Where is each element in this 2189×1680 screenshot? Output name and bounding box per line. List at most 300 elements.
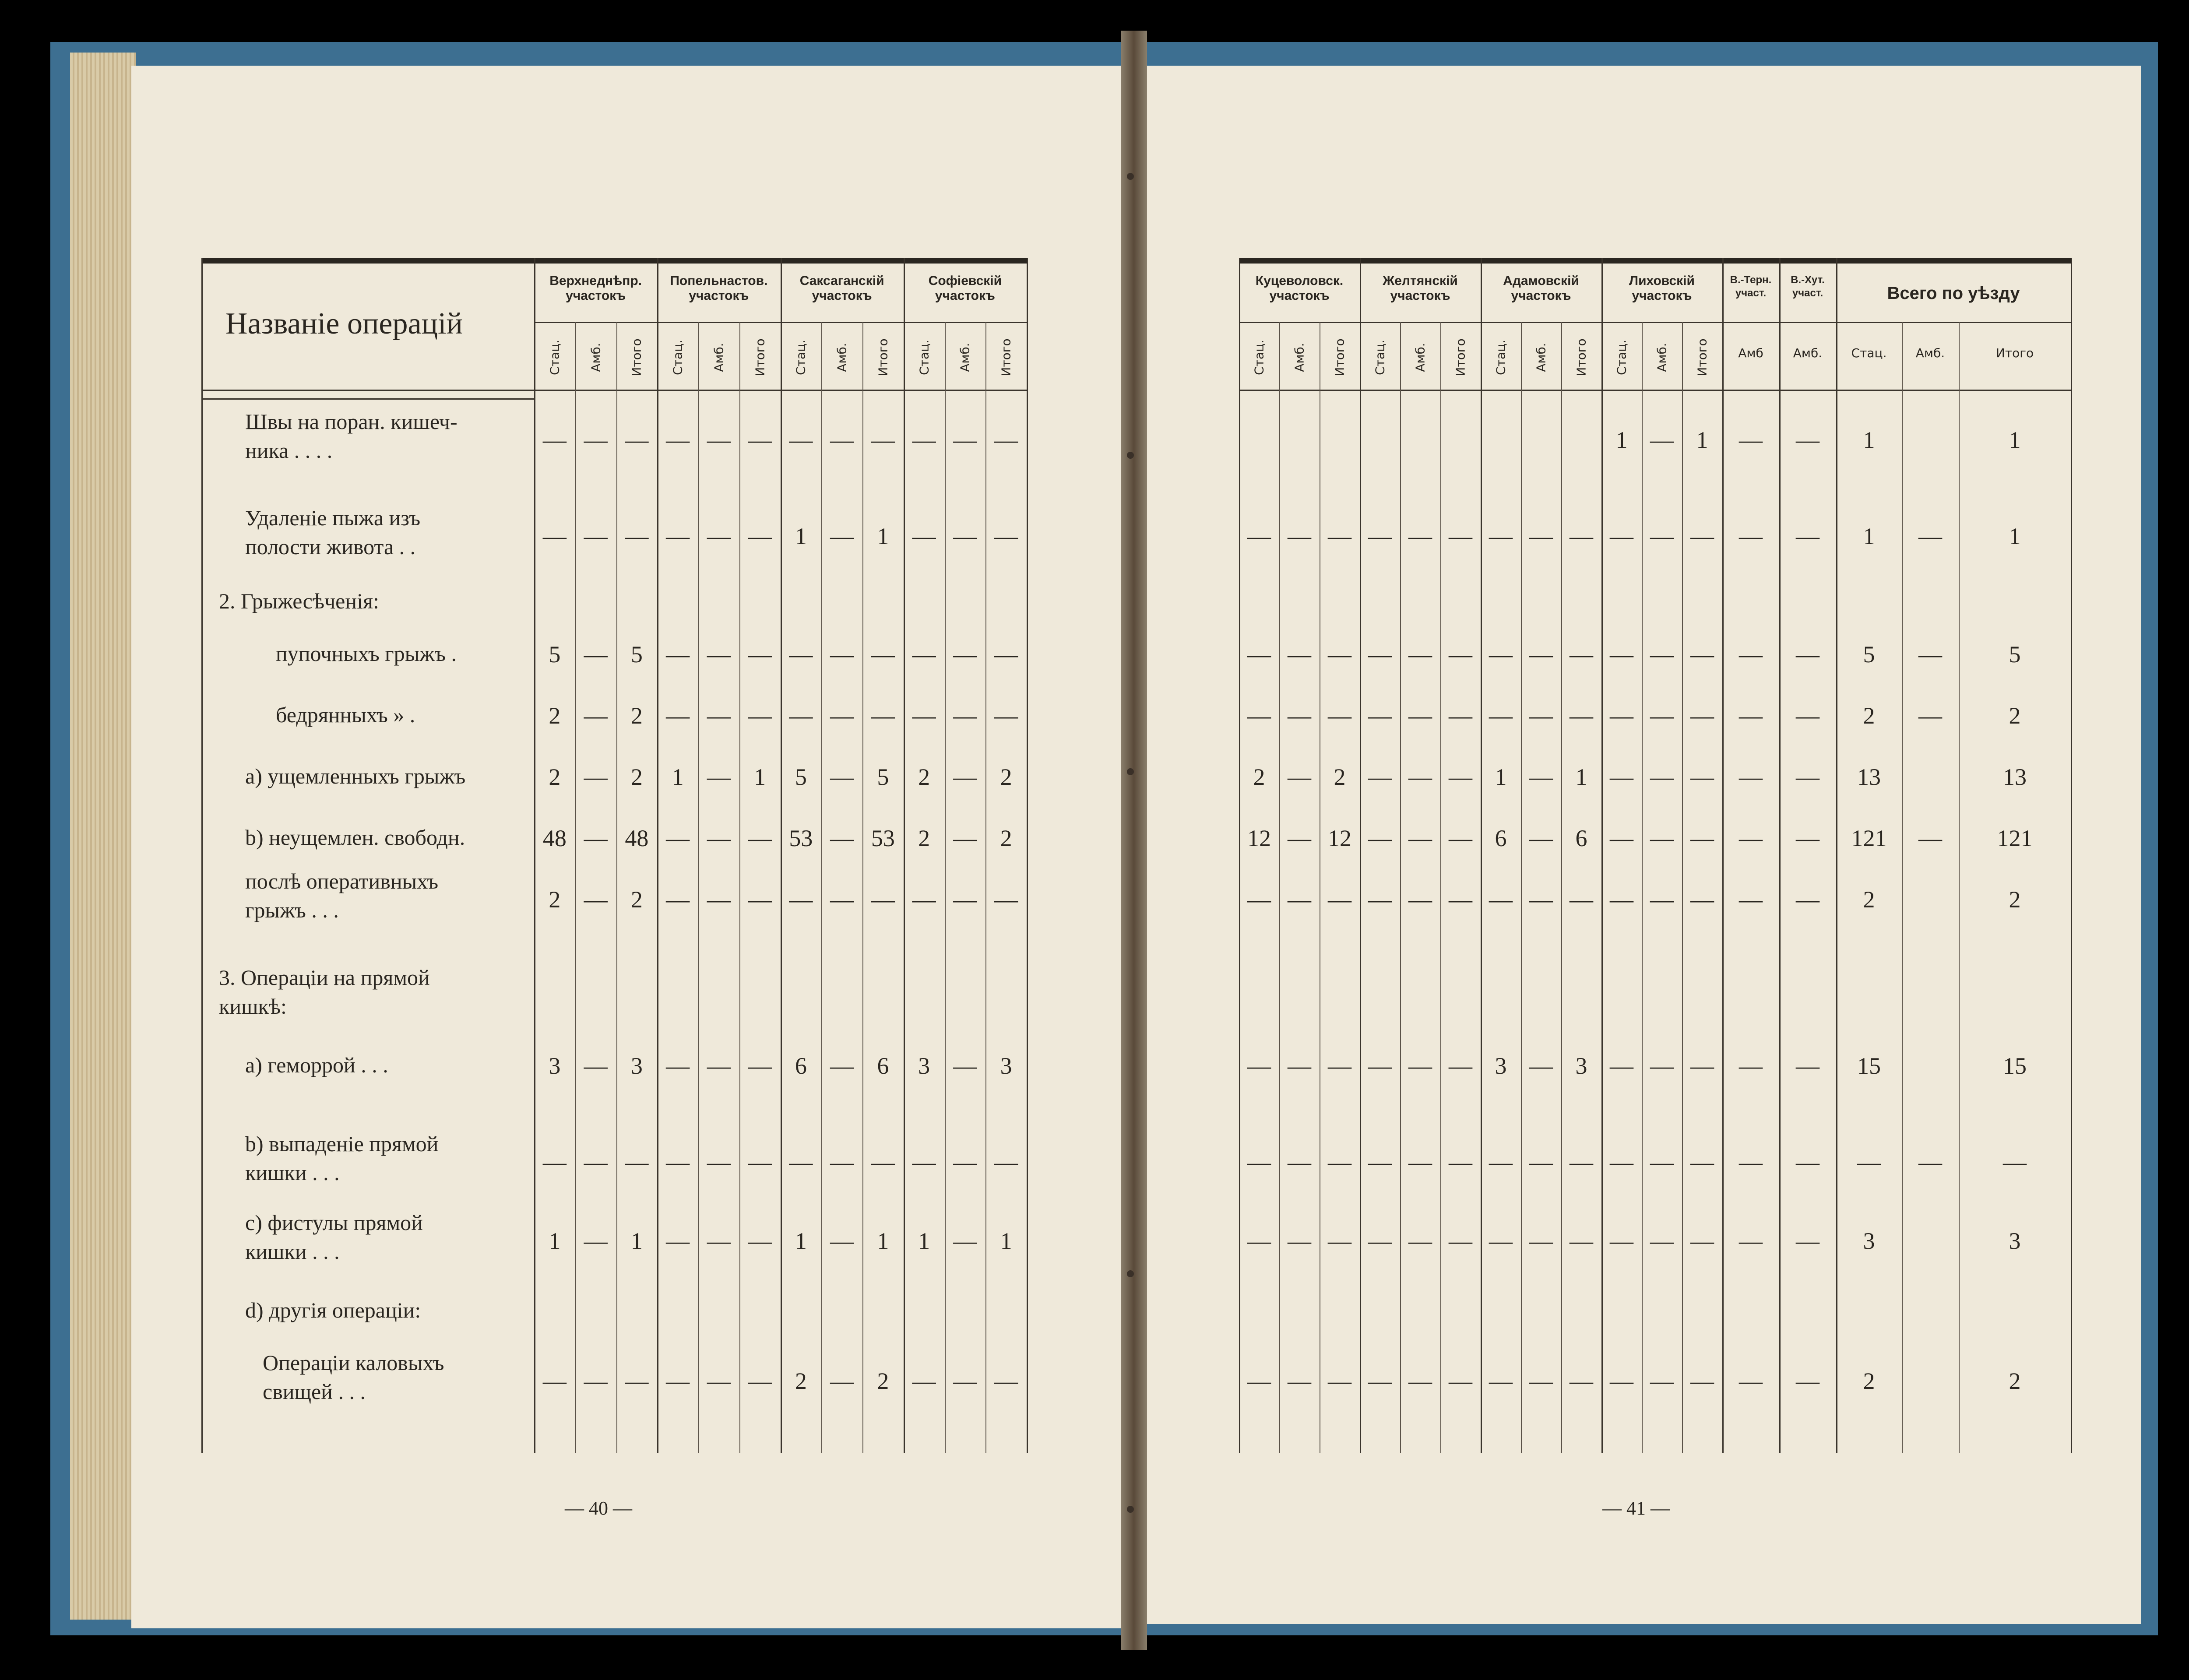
row-label: Швы на поран. кишеч- xyxy=(245,409,458,434)
table-cell: — xyxy=(542,1368,567,1394)
table-cell: — xyxy=(1739,825,1763,851)
table-cell: — xyxy=(1288,1053,1311,1079)
table-cell: — xyxy=(625,1368,649,1394)
group-sub-rule xyxy=(534,322,657,323)
header-bottom-rule xyxy=(201,390,1027,391)
table-cell: — xyxy=(666,1228,690,1254)
table-cell: 12 xyxy=(1247,825,1271,851)
sub-col-header: Амб. xyxy=(1292,343,1307,372)
table-cell: — xyxy=(830,523,854,549)
table-cell: — xyxy=(994,641,1018,668)
sub-col-header: Итого xyxy=(629,338,644,376)
row-label: кишки . . . xyxy=(245,1160,340,1185)
table-cell: — xyxy=(1650,1228,1674,1254)
table-cell: — xyxy=(1449,641,1472,668)
table-cell: 1 xyxy=(1863,427,1875,453)
table-cell: 53 xyxy=(789,825,813,851)
sub-col-header: Итого xyxy=(1453,338,1468,376)
table-cell: — xyxy=(912,1149,936,1175)
table-cell: 1 xyxy=(672,764,684,790)
table-cell: — xyxy=(953,1149,977,1175)
table-cell: — xyxy=(1328,1368,1351,1394)
table-cell: — xyxy=(953,523,977,549)
table-cell: — xyxy=(584,427,608,453)
sub-col-header: Амб. xyxy=(957,343,972,372)
table-cell: — xyxy=(1796,1053,1819,1079)
table-cell: — xyxy=(1796,641,1819,668)
table-cell: 2 xyxy=(1253,764,1265,790)
table-cell: 5 xyxy=(1863,641,1875,668)
table-cell: — xyxy=(748,427,772,453)
table-cell: — xyxy=(1690,1228,1714,1254)
table-cell: — xyxy=(1368,641,1392,668)
table-cell: — xyxy=(1328,703,1351,729)
table-cell: — xyxy=(1328,886,1351,913)
row-label: пупочныхъ грыжъ . xyxy=(276,641,457,666)
table-cell: — xyxy=(1796,427,1819,453)
table-cell: — xyxy=(953,1228,977,1254)
name-col-header: Названіе операцій xyxy=(225,307,463,341)
group-border xyxy=(1360,258,1361,1453)
table-cell: 3 xyxy=(549,1053,561,1079)
table-cell: — xyxy=(584,886,608,913)
table-cell: 13 xyxy=(1857,764,1881,790)
table-cell: 3 xyxy=(1863,1228,1875,1254)
table-cell: — xyxy=(789,427,813,453)
table-cell: — xyxy=(1739,703,1763,729)
table-cell: 1 xyxy=(1696,427,1708,453)
table-cell: 2 xyxy=(1000,825,1012,851)
table-cell: — xyxy=(1650,523,1674,549)
table-cell: — xyxy=(830,825,854,851)
table-cell: — xyxy=(1489,1149,1513,1175)
table-cell: — xyxy=(1570,523,1593,549)
table-cell: — xyxy=(666,641,690,668)
table-cell: — xyxy=(1449,764,1472,790)
table-cell: — xyxy=(1408,641,1432,668)
table-cell: — xyxy=(830,1228,854,1254)
table-cell: — xyxy=(1610,1053,1633,1079)
table-cell: 6 xyxy=(1575,825,1587,851)
sub-col-header: Итого xyxy=(1995,346,2034,360)
table-cell: — xyxy=(1796,1368,1819,1394)
table-cell: — xyxy=(666,427,690,453)
table-cell: — xyxy=(871,1149,895,1175)
group-sub-rule xyxy=(1481,322,1601,323)
table-cell: — xyxy=(1918,641,1942,668)
table-cell: — xyxy=(1739,764,1763,790)
row-label: послѣ оперативныхъ xyxy=(245,869,439,893)
table-cell: — xyxy=(912,523,936,549)
table-cell: — xyxy=(994,886,1018,913)
table-cell: — xyxy=(830,427,854,453)
table-cell: 1 xyxy=(1615,427,1628,453)
table-cell: — xyxy=(830,641,854,668)
table-cell: — xyxy=(707,1368,731,1394)
table-cell: — xyxy=(1690,1368,1714,1394)
table-cell: — xyxy=(1650,641,1674,668)
table-cell: — xyxy=(994,1368,1018,1394)
table-cell: 1 xyxy=(795,1228,807,1254)
table-cell: — xyxy=(1449,1228,1472,1254)
stitch-hole xyxy=(1127,173,1134,180)
table-cell: — xyxy=(666,825,690,851)
table-cell: — xyxy=(1796,825,1819,851)
table-cell: 3 xyxy=(2009,1228,2021,1254)
table-cell: — xyxy=(1247,1149,1271,1175)
sub-col-header: Стац. xyxy=(1493,340,1508,375)
table-cell: — xyxy=(953,825,977,851)
table-cell: — xyxy=(584,825,608,851)
sub-col-header: Амб. xyxy=(1915,346,1945,360)
table-cell: 2 xyxy=(918,764,930,790)
header-name-rule xyxy=(201,398,534,400)
table-cell: 1 xyxy=(549,1228,561,1254)
table-cell: — xyxy=(912,703,936,729)
table-cell: — xyxy=(1529,886,1553,913)
table-cell: — xyxy=(953,427,977,453)
table-cell: — xyxy=(666,523,690,549)
row-label: кишкѣ: xyxy=(219,994,287,1019)
table-cell: — xyxy=(1570,641,1593,668)
table-cell: — xyxy=(748,1149,772,1175)
table-cell: — xyxy=(1408,1053,1432,1079)
table-cell: — xyxy=(953,1368,977,1394)
table-cell: 2 xyxy=(1000,764,1012,790)
table-cell: — xyxy=(789,703,813,729)
table-cell: — xyxy=(1247,1228,1271,1254)
sub-col-header: Стац. xyxy=(670,340,685,375)
table-cell: — xyxy=(1529,523,1553,549)
table-cell: — xyxy=(830,1368,854,1394)
table-cell: — xyxy=(625,1149,649,1175)
sub-col-header: Стац. xyxy=(1614,340,1629,375)
table-cell: — xyxy=(748,1228,772,1254)
table-right-border xyxy=(1027,258,1028,1453)
table-cell: — xyxy=(748,825,772,851)
table-top-rule xyxy=(201,258,1027,264)
table-cell: — xyxy=(1529,1368,1553,1394)
table-cell: — xyxy=(953,886,977,913)
table-cell: — xyxy=(666,1053,690,1079)
group-sub-rule xyxy=(1239,322,1360,323)
table-cell: — xyxy=(707,1053,731,1079)
table-cell: — xyxy=(1650,1368,1674,1394)
table-cell: — xyxy=(953,641,977,668)
table-cell: — xyxy=(789,1149,813,1175)
table-cell: 5 xyxy=(877,764,889,790)
table-cell: 2 xyxy=(2009,703,2021,729)
row-label: a) геморрой . . . xyxy=(245,1053,388,1077)
table-cell: 2 xyxy=(1863,703,1875,729)
table-cell: — xyxy=(1690,641,1714,668)
table-cell: — xyxy=(1489,703,1513,729)
table-cell: — xyxy=(1288,1368,1311,1394)
table-cell: 5 xyxy=(630,641,643,668)
table-cell: — xyxy=(1650,1149,1674,1175)
table-cell: — xyxy=(1489,1228,1513,1254)
table-cell: — xyxy=(2003,1149,2027,1175)
group-sub-rule xyxy=(1722,322,1779,323)
table-cell: — xyxy=(1796,523,1819,549)
group-header: В.-Терн. участ. xyxy=(1730,274,1772,299)
table-cell: — xyxy=(1739,1149,1763,1175)
group-sub-rule xyxy=(1360,322,1481,323)
table-cell: — xyxy=(912,641,936,668)
table-cell: — xyxy=(707,703,731,729)
table-cell: — xyxy=(1408,764,1432,790)
table-cell: 6 xyxy=(795,1053,807,1079)
table-cell: — xyxy=(994,427,1018,453)
table-cell: — xyxy=(1650,1053,1674,1079)
sub-col-header: Стац. xyxy=(917,340,932,375)
table-cell: — xyxy=(1288,764,1311,790)
table-cell: — xyxy=(666,1368,690,1394)
table-cell: 1 xyxy=(2009,427,2021,453)
row-label: a) ущемленныхъ грыжъ xyxy=(245,764,466,788)
table-cell: 1 xyxy=(2009,523,2021,549)
group-header: Попельнастов. участокъ xyxy=(670,274,768,303)
table-cell: — xyxy=(830,1149,854,1175)
table-cell: 3 xyxy=(1575,1053,1587,1079)
table-cell: 1 xyxy=(795,523,807,549)
table-left-border xyxy=(201,258,203,1453)
table-cell: 5 xyxy=(2009,641,2021,668)
table-cell: 6 xyxy=(1495,825,1507,851)
right-page xyxy=(1134,66,2141,1624)
table-cell: — xyxy=(584,523,608,549)
table-cell: — xyxy=(1247,1368,1271,1394)
table-cell: — xyxy=(748,1368,772,1394)
table-cell: — xyxy=(542,427,567,453)
table-cell: — xyxy=(1529,764,1553,790)
table-cell: — xyxy=(1247,1053,1271,1079)
sub-col-header: Итого xyxy=(1695,338,1710,376)
table-cell: — xyxy=(1739,886,1763,913)
table-cell: — xyxy=(994,703,1018,729)
sub-col-header: Амб. xyxy=(1654,343,1669,372)
table-cell: — xyxy=(830,703,854,729)
table-cell: — xyxy=(1796,886,1819,913)
sub-col-header: Итого xyxy=(1574,338,1589,376)
table-cell: 2 xyxy=(630,764,643,790)
table-cell: — xyxy=(1570,886,1593,913)
table-cell: — xyxy=(1328,1228,1351,1254)
table-cell: — xyxy=(1570,1149,1593,1175)
table-cell: 2 xyxy=(1334,764,1346,790)
row-label: кишки . . . xyxy=(245,1239,340,1264)
sub-col-header: Итого xyxy=(876,338,890,376)
table-cell: — xyxy=(1368,764,1392,790)
table-cell: 48 xyxy=(542,825,567,851)
table-cell: — xyxy=(666,886,690,913)
table-cell: — xyxy=(1368,886,1392,913)
table-cell: — xyxy=(584,1368,608,1394)
table-cell: 5 xyxy=(795,764,807,790)
group-border xyxy=(1481,258,1482,1453)
table-cell: 1 xyxy=(1495,764,1507,790)
table-cell: 2 xyxy=(877,1368,889,1394)
table-cell: — xyxy=(748,523,772,549)
table-cell: — xyxy=(830,764,854,790)
table-top-rule xyxy=(1239,258,2071,264)
table-cell: 1 xyxy=(1863,523,1875,549)
table-cell: — xyxy=(1690,886,1714,913)
table-cell: — xyxy=(1610,825,1633,851)
table-cell: 2 xyxy=(2009,886,2021,913)
sub-col-header: Амб. xyxy=(711,343,726,372)
group-header: Адамовскій участокъ xyxy=(1503,274,1579,303)
table-cell: — xyxy=(1739,1053,1763,1079)
page-number: — 40 — xyxy=(565,1497,632,1519)
table-cell: — xyxy=(871,427,895,453)
table-cell: — xyxy=(1449,1149,1472,1175)
table-cell: — xyxy=(1368,1228,1392,1254)
table-cell: — xyxy=(1489,523,1513,549)
table-cell: — xyxy=(830,1053,854,1079)
table-cell: — xyxy=(1408,1149,1432,1175)
group-header: В.-Хут. участ. xyxy=(1791,274,1825,299)
table-cell: — xyxy=(1739,641,1763,668)
table-right-border xyxy=(2071,258,2072,1453)
table-cell: — xyxy=(830,886,854,913)
table-cell: — xyxy=(666,1149,690,1175)
table-cell: 1 xyxy=(1575,764,1587,790)
table-cell: — xyxy=(1918,523,1942,549)
table-cell: — xyxy=(666,703,690,729)
table-cell: — xyxy=(707,764,731,790)
table-cell: 2 xyxy=(1863,886,1875,913)
row-label: b) неущемлен. свободн. xyxy=(245,825,465,850)
table-cell: — xyxy=(1918,825,1942,851)
table-cell: — xyxy=(1690,1149,1714,1175)
table-cell: — xyxy=(1610,1228,1633,1254)
table-cell: — xyxy=(1610,886,1633,913)
row-label: бедрянныхъ » . xyxy=(276,703,415,727)
table-cell: — xyxy=(707,641,731,668)
sub-col-header: Амб. xyxy=(588,343,603,372)
group-sub-rule xyxy=(1779,322,1836,323)
table-cell: — xyxy=(1690,523,1714,549)
table-cell: — xyxy=(1857,1149,1881,1175)
group-header: Куцеволовск. участокъ xyxy=(1255,274,1344,303)
row-label: c) фистулы прямой xyxy=(245,1210,423,1235)
group-header: Софіевскій участокъ xyxy=(928,274,1002,303)
table-cell: — xyxy=(1529,825,1553,851)
table-cell: — xyxy=(953,764,977,790)
table-cell: — xyxy=(1529,1053,1553,1079)
sub-col-header: Стац. xyxy=(793,340,808,375)
table-cell: 15 xyxy=(2003,1053,2027,1079)
table-cell: 5 xyxy=(549,641,561,668)
table-cell: — xyxy=(1288,641,1311,668)
table-cell: — xyxy=(871,641,895,668)
table-cell: — xyxy=(1650,886,1674,913)
table-cell: — xyxy=(707,886,731,913)
table-cell: — xyxy=(625,523,649,549)
table-cell: — xyxy=(1408,1368,1432,1394)
table-cell: 2 xyxy=(630,703,643,729)
table-cell: — xyxy=(1610,523,1633,549)
table-cell: — xyxy=(1796,1149,1819,1175)
row-label: свищей . . . xyxy=(263,1379,366,1404)
sub-col-header: Итого xyxy=(999,338,1014,376)
table-cell: — xyxy=(584,703,608,729)
total-group-header: Всего по уѣзду xyxy=(1887,284,2020,303)
table-cell: — xyxy=(1449,1053,1472,1079)
sub-col-header: Стац. xyxy=(547,340,562,375)
table-cell: 15 xyxy=(1857,1053,1881,1079)
table-cell: — xyxy=(1690,764,1714,790)
table-cell: — xyxy=(1570,1368,1593,1394)
table-cell: — xyxy=(953,703,977,729)
table-cell: — xyxy=(1489,641,1513,668)
table-cell: — xyxy=(1368,1368,1392,1394)
table-cell: — xyxy=(625,427,649,453)
table-cell: — xyxy=(1796,703,1819,729)
group-sub-rule xyxy=(1836,322,2071,323)
table-cell: 3 xyxy=(918,1053,930,1079)
table-cell: — xyxy=(1650,427,1674,453)
table-cell: — xyxy=(707,825,731,851)
table-cell: — xyxy=(707,1228,731,1254)
table-cell: — xyxy=(1796,1228,1819,1254)
table-cell: — xyxy=(953,1053,977,1079)
table-cell: 1 xyxy=(877,523,889,549)
group-sub-rule xyxy=(904,322,1027,323)
table-cell: — xyxy=(1690,825,1714,851)
table-cell: — xyxy=(1368,1053,1392,1079)
table-cell: — xyxy=(1739,427,1763,453)
table-cell: — xyxy=(748,703,772,729)
row-label: грыжъ . . . xyxy=(245,898,339,922)
sub-col-header: Амб. xyxy=(1534,343,1548,372)
group-sub-rule xyxy=(781,322,904,323)
table-cell: 2 xyxy=(1863,1368,1875,1394)
table-cell: — xyxy=(1449,703,1472,729)
table-cell: — xyxy=(584,641,608,668)
table-cell: 2 xyxy=(549,764,561,790)
group-header: Саксаганскій участокъ xyxy=(799,274,884,303)
table-cell: — xyxy=(1408,825,1432,851)
table-cell: 2 xyxy=(918,825,930,851)
stitch-hole xyxy=(1127,768,1134,775)
group-border xyxy=(1239,258,1240,1453)
table-cell: 13 xyxy=(2003,764,2027,790)
table-cell: — xyxy=(1368,523,1392,549)
table-cell: — xyxy=(1690,1053,1714,1079)
table-cell: — xyxy=(1408,523,1432,549)
table-cell: — xyxy=(1328,1149,1351,1175)
left-page xyxy=(131,66,1132,1628)
stitch-hole xyxy=(1127,1270,1134,1277)
table-cell: — xyxy=(1328,523,1351,549)
page-number: — 41 — xyxy=(1602,1497,1670,1519)
row-label: Операціи каловыхъ xyxy=(263,1350,444,1375)
group-sub-rule xyxy=(1601,322,1722,323)
table-cell: 6 xyxy=(877,1053,889,1079)
table-cell: — xyxy=(707,1149,731,1175)
table-cell: 12 xyxy=(1328,825,1351,851)
table-cell: — xyxy=(1918,1149,1942,1175)
table-cell: — xyxy=(707,523,731,549)
table-cell: — xyxy=(748,1053,772,1079)
table-cell: — xyxy=(748,641,772,668)
table-cell: 3 xyxy=(1000,1053,1012,1079)
sub-col-header: Амб. xyxy=(834,343,849,372)
table-cell: — xyxy=(542,1149,567,1175)
table-cell: — xyxy=(1570,703,1593,729)
